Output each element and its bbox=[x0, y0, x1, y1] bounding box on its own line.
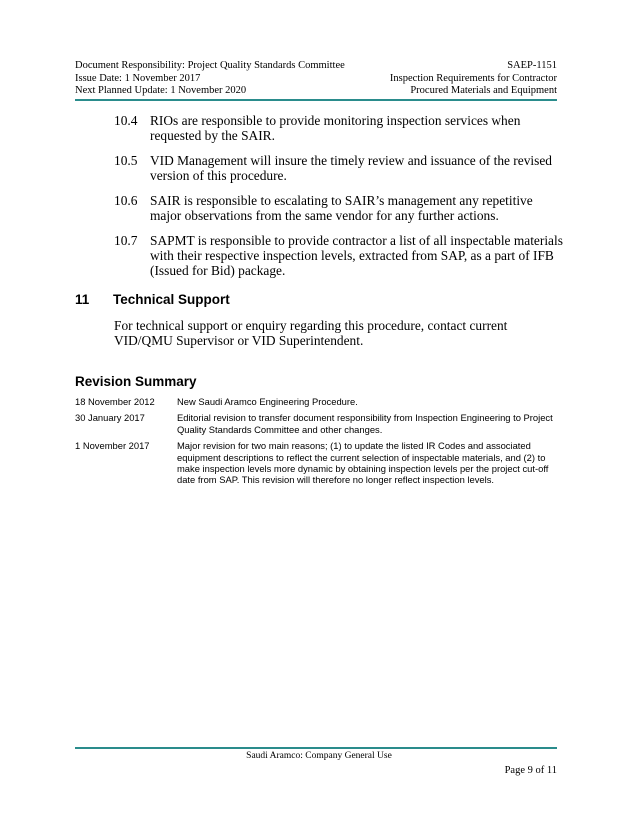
footer-divider bbox=[75, 747, 557, 749]
list-item bbox=[114, 113, 564, 143]
list-item bbox=[114, 153, 564, 183]
section-heading bbox=[75, 292, 230, 307]
table-row bbox=[75, 396, 565, 407]
item-number: 10.5 bbox=[114, 153, 138, 168]
section-number: 11 bbox=[75, 292, 90, 307]
revision-summary-heading: Revision Summary bbox=[75, 374, 197, 389]
revision-table bbox=[75, 396, 565, 491]
header-row bbox=[75, 60, 557, 73]
section-body: For technical support or enquiry regarding this procedure, contact current VID/QMU Supervisor or VID Superintendent. bbox=[114, 318, 508, 348]
classification-label: Saudi Aramco: Company General Use bbox=[246, 751, 392, 761]
header-divider bbox=[75, 99, 557, 101]
revision-date: 18 November 2012 bbox=[75, 396, 155, 407]
item-text: RIOs are responsible to provide monitoring inspection services when requested by the SAIR. bbox=[150, 113, 521, 143]
doc-title-line-1: Inspection Requirements for Contractor bbox=[389, 72, 557, 84]
header-row bbox=[75, 73, 557, 86]
revision-description: Editorial revision to transfer document responsibility from Inspection Engineering to Project Quality Standards Committee and other changes. bbox=[177, 412, 553, 435]
list-item bbox=[114, 193, 564, 223]
item-text: VID Management will insure the timely review and issuance of the revised version of this procedure. bbox=[150, 153, 552, 183]
list-item bbox=[114, 233, 564, 278]
item-number: 10.7 bbox=[114, 233, 138, 248]
responsibility-list bbox=[114, 113, 564, 288]
next-update: Next Planned Update: 1 November 2020 bbox=[75, 85, 247, 96]
page-header bbox=[75, 60, 557, 98]
item-number: 10.6 bbox=[114, 193, 138, 208]
revision-description: Major revision for two main reasons; (1) to update the listed IR Codes and associated equipment descriptions to reflect the current selection of inspectable materials, and (2) to make inspection levels more dynamic by obtaining inspection levels per the project cut-off date from SAP. This revision will therefore no longer reflect inspection levels. bbox=[177, 440, 549, 486]
doc-title-line-2: Procured Materials and Equipment bbox=[410, 85, 557, 96]
revision-date: 30 January 2017 bbox=[75, 412, 145, 424]
issue-date: Issue Date: 1 November 2017 bbox=[75, 72, 201, 84]
item-text: SAIR is responsible to escalating to SAIR’s management any repetitive major observations from the same vendor for any further actions. bbox=[150, 193, 533, 223]
section-title: Technical Support bbox=[113, 292, 230, 307]
revision-description: New Saudi Aramco Engineering Procedure. bbox=[177, 396, 358, 407]
table-row bbox=[75, 440, 565, 486]
header-row bbox=[75, 85, 557, 98]
doc-responsibility: Document Responsibility: Project Quality Standards Committee bbox=[75, 60, 345, 71]
revision-date: 1 November 2017 bbox=[75, 440, 150, 452]
item-text: SAPMT is responsible to provide contractor a list of all inspectable materials with their respective inspection levels, extracted from SAP, as a part of IFB (Issued for Bid) package. bbox=[150, 233, 563, 278]
doc-number: SAEP-1151 bbox=[507, 60, 557, 71]
table-row bbox=[75, 412, 565, 435]
page-number: Page 9 of 11 bbox=[504, 765, 557, 776]
item-number: 10.4 bbox=[114, 113, 138, 128]
